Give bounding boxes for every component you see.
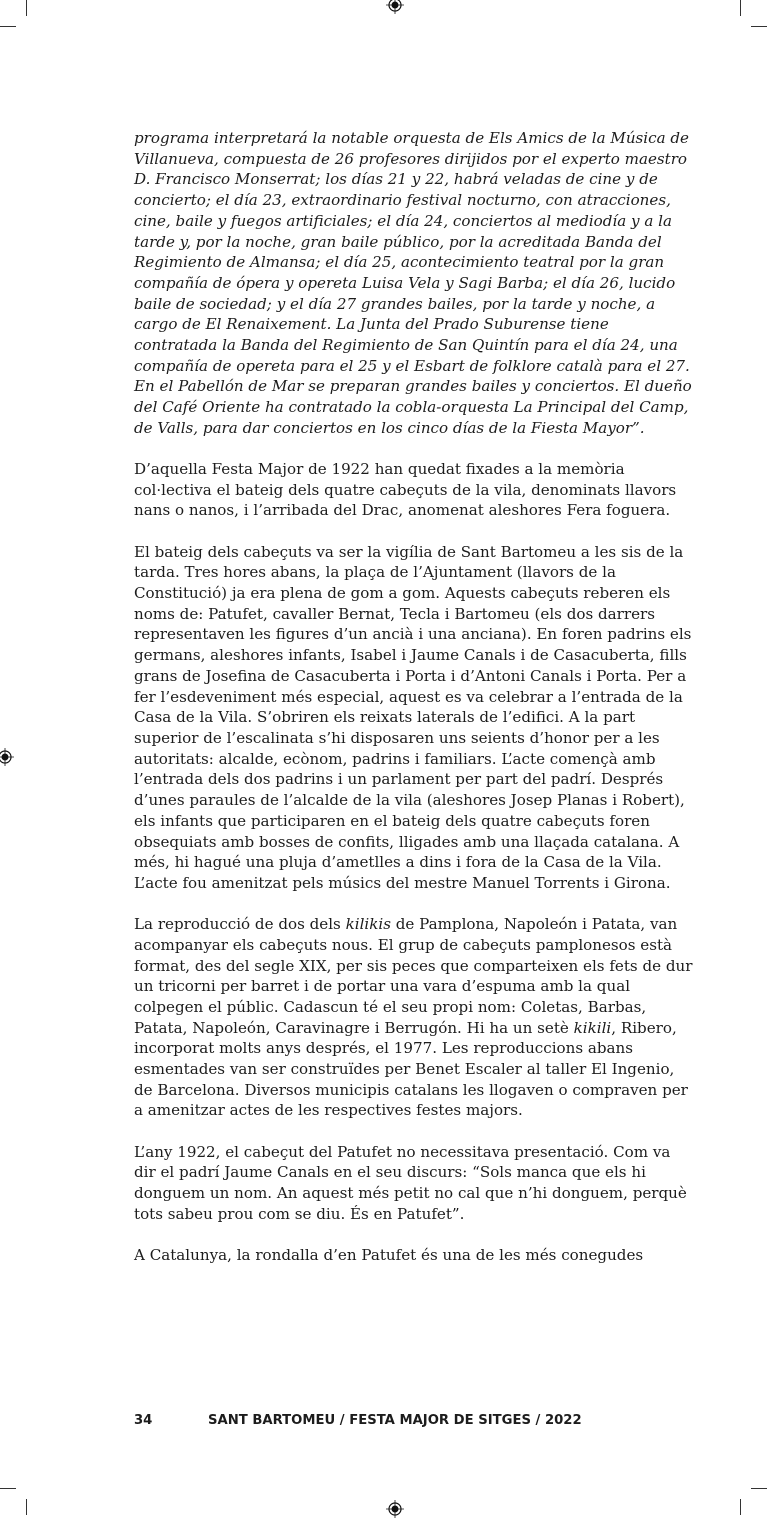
registration-mark-top — [386, 0, 404, 14]
crop-mark-bottom-left-h — [0, 1488, 16, 1489]
crop-mark-top-right — [740, 0, 741, 16]
crop-mark-top-right-h — [751, 26, 767, 27]
italic-term: kikili — [573, 1018, 612, 1037]
crop-mark-bottom-left — [26, 1499, 27, 1515]
quoted-program-paragraph: programa interpretará la notable orquesta de Els Amics de la Música de Villanueva, compuesta de 26 profesores dirijidos por el experto maestro D. Francisco Monserrat; los días 21 y 22, habrá veladas de cine y de concierto; el día 23, extraordinario festival nocturno, con atracciones, cine, baile y fuegos artificiales; el día 24, conciertos al mediodía y a la tarde y, por la noche, gran baile público, por la acreditada Banda del Regimiento de Almansa; el día 25, acontecimiento teatral por la gran compañía de ópera y opereta Luisa Vela y Sagi Barba; el día 26, lucido baile de sociedad; y el día 27 grandes bailes, por la tarde y noche, a cargo de El Renaixement. La Junta del Prado Suburense tiene contratada la Banda del Regimiento de San Quintín para el día 24, una compañía de opereta para el 25 y el Esbart de folklore català para el 27. En el Pabellón de Mar se preparan grandes bailes y conciertos. El dueño del Café Oriente ha contratado la cobla-orquesta La Principal del Camp, de Valls, para dar conciertos en los cinco días de la Fiesta Mayor”. — [134, 129, 692, 437]
registration-mark-left — [0, 748, 14, 766]
text-segment: , Ribero, incorporat molts anys després, el 1977. Les reproduccions abans esmentades van ser construïdes per Benet Escaler al taller El Ingenio, de Barcelona. Diversos municipis catalans les llogaven o compraven per a amenitzar actes de les respectives festes majors. — [134, 1018, 688, 1120]
article-body — [134, 128, 694, 1286]
text-segment: La reproducció de dos dels — [134, 915, 346, 934]
italic-term: kilikis — [345, 915, 391, 934]
paragraph-catalunya: A Catalunya, la rondalla d’en Patufet és una de les més conegudes — [134, 1245, 644, 1264]
registration-mark-bottom — [386, 1500, 404, 1518]
paragraph-kilikis — [134, 914, 694, 1121]
paragraph-patufet: L’any 1922, el cabeçut del Patufet no necessitava presentació. Com va dir el padrí Jaume Canals en el seu discurs: “Sols manca que els hi donguem un nom. An aquest més petit no cal que n’hi donguem, perquè tots sabeu prou com se diu. És en Patufet”. — [134, 1142, 687, 1223]
crop-mark-bottom-right-h — [751, 1488, 767, 1489]
text-segment: de Pamplona, Napoleón i Patata, van acompanyar els cabeçuts nous. El grup de cabeçuts pamplonesos està format, des del segle XIX, per sis peces que comparteixen els fets de dur un tricorni per barret i de portar una vara d’espuma amb la qual colpegen el públic. Cadascun té el seu propi nom: Coletas, Barbas, Patata, Napoleón, Caravinagre i Berrugón. Hi ha un setè — [134, 915, 693, 1037]
crop-mark-top-left — [26, 0, 27, 16]
page-number: 34 — [134, 1413, 153, 1428]
running-title: SANT BARTOMEU / FESTA MAJOR DE SITGES / 2022 — [208, 1413, 582, 1428]
crop-mark-top-left-h — [0, 26, 16, 27]
paragraph-1922-festa: D’aquella Festa Major de 1922 han quedat fixades a la memòria col·lectiva el bateig dels quatre cabeçuts de la vila, denominats llavors nans o nanos, i l’arribada del Drac, anomenat aleshores Fera foguera. — [134, 460, 677, 520]
paragraph-bateig: El bateig dels cabeçuts va ser la vigília de Sant Bartomeu a les sis de la tarda. Tres hores abans, la plaça de l’Ajuntament (llavors de la Constitució) ja era plena de gom a gom. Aquests cabeçuts reberen els noms de: Patufet, cavaller Bernat, Tecla i Bartomeu (els dos darrers representaven les figures d’un ancià i una anciana). En foren padrins els germans, aleshores infants, Isabel i Jaume Canals i de Casacuberta, fills grans de Josefina de Casacuberta i Porta i d’Antoni Canals i Porta. Per a fer l’esdeveniment més especial, aquest es va celebrar a l’entrada de la Casa de la Vila. S’obriren els reixats laterals de l’edifici. A la part superior de l’escalinata s’hi disposaren uns seients d’honor per a les autoritats: alcalde, ecònom, padrins i familiars. L’acte començà amb l’entrada dels dos padrins i un parlament per part del padrí. Després d’unes paraules de l’alcalde de la vila (aleshores Josep Planas i Robert), els infants que participaren en el bateig dels quatre cabeçuts foren obsequiats amb bosses de confits, lligades amb una llaçada catalana. A més, hi hagué una pluja d’ametlles a dins i fora de la Casa de la Vila. L’acte fou amenitzat pels músics del mestre Manuel Torrents i Girona. — [134, 542, 692, 892]
crop-mark-bottom-right — [740, 1499, 741, 1515]
